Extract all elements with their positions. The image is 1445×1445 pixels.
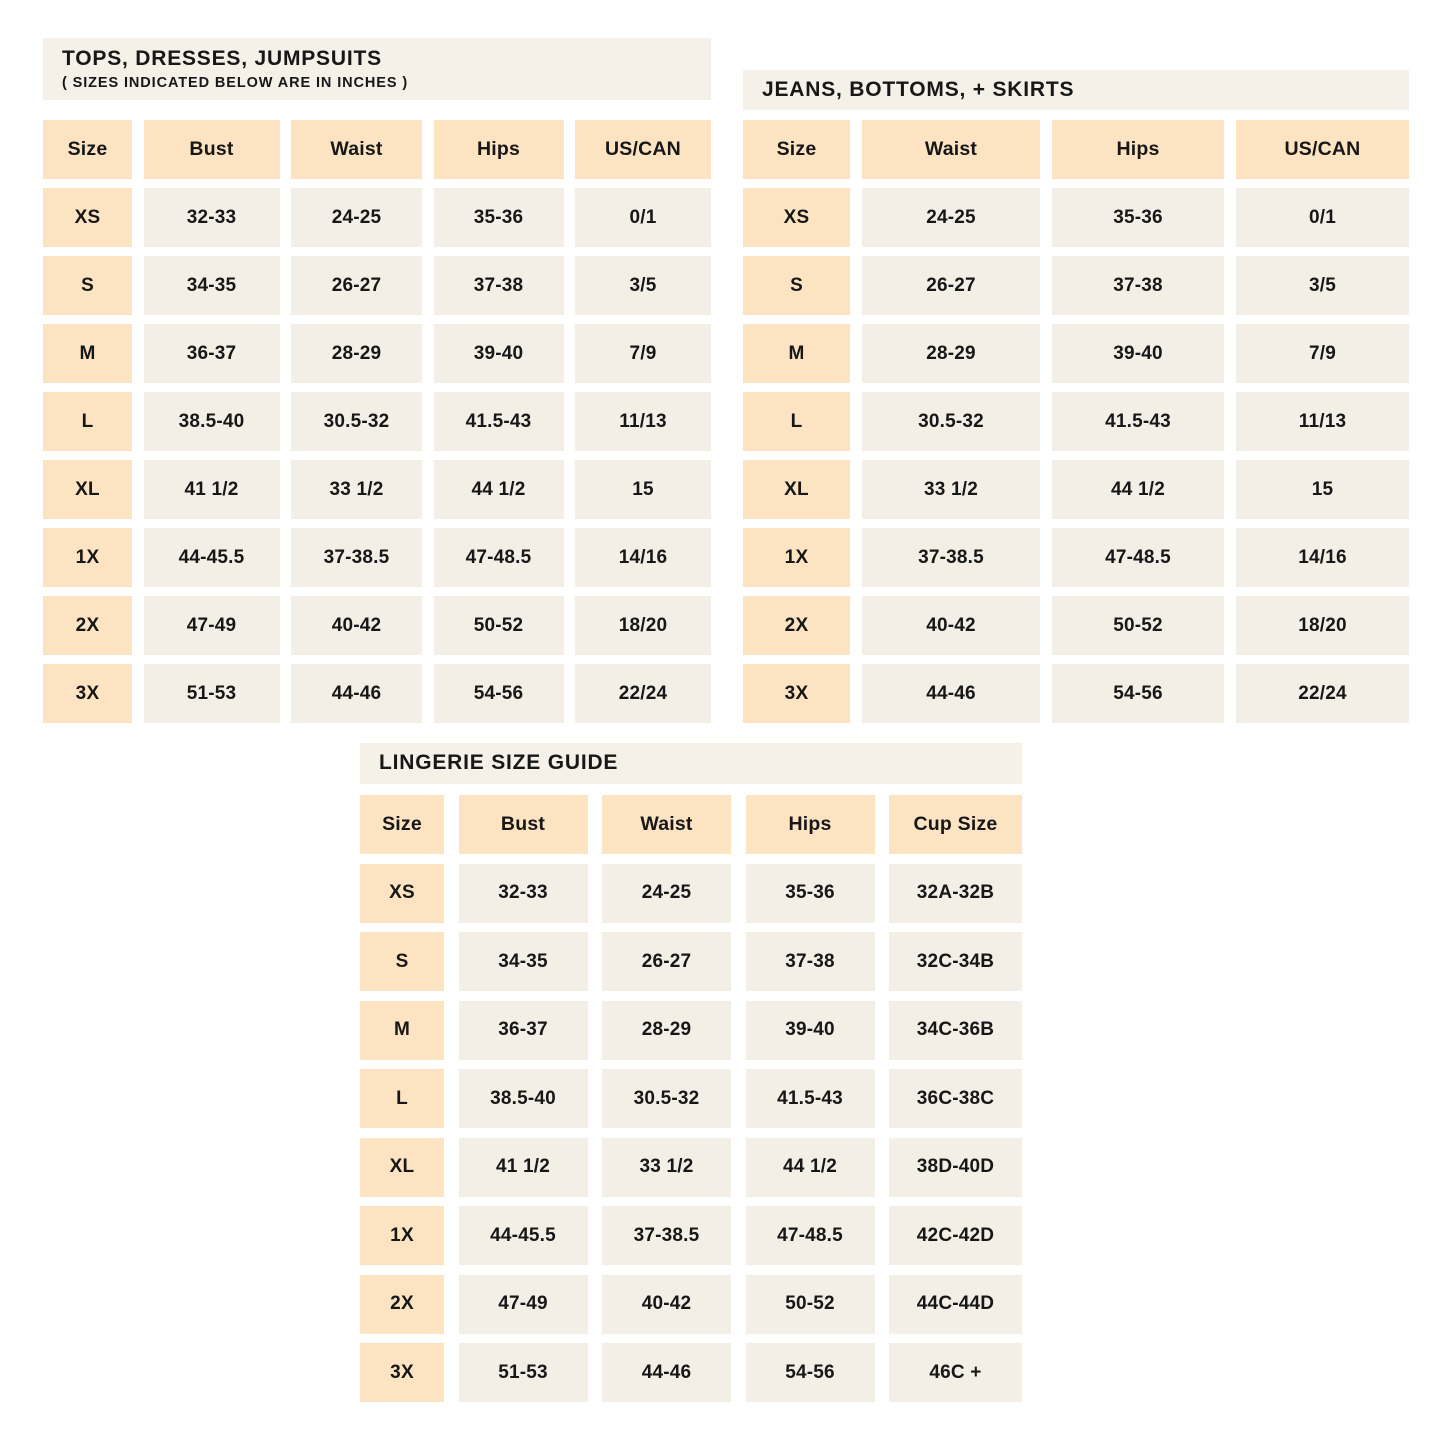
value-cell: 28-29 <box>291 324 422 383</box>
value-cell: 41 1/2 <box>459 1138 588 1197</box>
value-cell: 41.5-43 <box>746 1069 875 1128</box>
column-header-size: Size <box>743 120 850 179</box>
value-cell: 54-56 <box>746 1343 875 1402</box>
value-cell: 22/24 <box>575 664 711 723</box>
value-cell: 44 1/2 <box>746 1138 875 1197</box>
size-cell: 1X <box>743 528 850 587</box>
lingerie-size-table <box>360 743 1022 1402</box>
size-cell: 2X <box>743 596 850 655</box>
value-cell: 37-38 <box>746 932 875 991</box>
value-cell: 37-38 <box>1052 256 1224 315</box>
value-cell: 38.5-40 <box>144 392 280 451</box>
size-cell: 1X <box>43 528 132 587</box>
value-cell: 47-49 <box>144 596 280 655</box>
lingerie-table-grid <box>360 795 1022 1402</box>
size-cell: S <box>43 256 132 315</box>
value-cell: 40-42 <box>291 596 422 655</box>
value-cell: 3/5 <box>575 256 711 315</box>
value-cell: 3/5 <box>1236 256 1409 315</box>
value-cell: 15 <box>575 460 711 519</box>
value-cell: 34-35 <box>459 932 588 991</box>
value-cell: 28-29 <box>862 324 1040 383</box>
value-cell: 40-42 <box>862 596 1040 655</box>
size-cell: S <box>743 256 850 315</box>
lingerie-table-title: LINGERIE SIZE GUIDE <box>379 751 619 775</box>
value-cell: 24-25 <box>862 188 1040 247</box>
value-cell: 47-48.5 <box>746 1206 875 1265</box>
size-cell: XL <box>360 1138 444 1197</box>
value-cell: 18/20 <box>1236 596 1409 655</box>
value-cell: 11/13 <box>1236 392 1409 451</box>
value-cell: 50-52 <box>746 1275 875 1334</box>
value-cell: 7/9 <box>1236 324 1409 383</box>
value-cell: 54-56 <box>1052 664 1224 723</box>
value-cell: 35-36 <box>746 864 875 923</box>
value-cell: 35-36 <box>434 188 564 247</box>
column-header-cupsize: Cup Size <box>889 795 1022 854</box>
value-cell: 34-35 <box>144 256 280 315</box>
column-header-bust: Bust <box>144 120 280 179</box>
value-cell: 38D-40D <box>889 1138 1022 1197</box>
value-cell: 33 1/2 <box>862 460 1040 519</box>
value-cell: 44-46 <box>862 664 1040 723</box>
value-cell: 15 <box>1236 460 1409 519</box>
jeans-table-title: JEANS, BOTTOMS, + SKIRTS <box>762 77 1075 101</box>
size-cell: 2X <box>43 596 132 655</box>
tops-size-table <box>43 38 711 723</box>
value-cell: 44-45.5 <box>144 528 280 587</box>
value-cell: 41.5-43 <box>434 392 564 451</box>
value-cell: 54-56 <box>434 664 564 723</box>
value-cell: 37-38.5 <box>291 528 422 587</box>
value-cell: 30.5-32 <box>862 392 1040 451</box>
value-cell: 33 1/2 <box>291 460 422 519</box>
value-cell: 51-53 <box>144 664 280 723</box>
column-header-size: Size <box>360 795 444 854</box>
lingerie-table-title-bar <box>360 743 1022 784</box>
size-cell: M <box>43 324 132 383</box>
value-cell: 37-38 <box>434 256 564 315</box>
column-header-hips: Hips <box>746 795 875 854</box>
size-cell: L <box>743 392 850 451</box>
size-cell: L <box>43 392 132 451</box>
value-cell: 30.5-32 <box>602 1069 731 1128</box>
column-header-waist: Waist <box>602 795 731 854</box>
tops-table-subtitle: ( SIZES INDICATED BELOW ARE IN INCHES ) <box>62 74 409 91</box>
value-cell: 47-48.5 <box>1052 528 1224 587</box>
value-cell: 47-48.5 <box>434 528 564 587</box>
value-cell: 39-40 <box>746 1001 875 1060</box>
value-cell: 39-40 <box>1052 324 1224 383</box>
size-cell: 1X <box>360 1206 444 1265</box>
value-cell: 36-37 <box>459 1001 588 1060</box>
value-cell: 44-46 <box>602 1343 731 1402</box>
value-cell: 50-52 <box>1052 596 1224 655</box>
size-cell: M <box>743 324 850 383</box>
value-cell: 44-45.5 <box>459 1206 588 1265</box>
jeans-table-grid <box>743 120 1409 723</box>
size-cell: XL <box>743 460 850 519</box>
value-cell: 44-46 <box>291 664 422 723</box>
value-cell: 28-29 <box>602 1001 731 1060</box>
column-header-uscan: US/CAN <box>575 120 711 179</box>
value-cell: 32A-32B <box>889 864 1022 923</box>
size-cell: 3X <box>43 664 132 723</box>
value-cell: 35-36 <box>1052 188 1224 247</box>
value-cell: 0/1 <box>1236 188 1409 247</box>
column-header-hips: Hips <box>1052 120 1224 179</box>
value-cell: 11/13 <box>575 392 711 451</box>
value-cell: 32C-34B <box>889 932 1022 991</box>
value-cell: 0/1 <box>575 188 711 247</box>
size-cell: 3X <box>743 664 850 723</box>
value-cell: 26-27 <box>862 256 1040 315</box>
size-cell: M <box>360 1001 444 1060</box>
value-cell: 33 1/2 <box>602 1138 731 1197</box>
value-cell: 24-25 <box>291 188 422 247</box>
value-cell: 37-38.5 <box>602 1206 731 1265</box>
value-cell: 26-27 <box>602 932 731 991</box>
value-cell: 37-38.5 <box>862 528 1040 587</box>
value-cell: 40-42 <box>602 1275 731 1334</box>
value-cell: 14/16 <box>575 528 711 587</box>
size-cell: L <box>360 1069 444 1128</box>
column-header-hips: Hips <box>434 120 564 179</box>
size-cell: S <box>360 932 444 991</box>
column-header-waist: Waist <box>291 120 422 179</box>
value-cell: 36-37 <box>144 324 280 383</box>
size-cell: XS <box>43 188 132 247</box>
value-cell: 44 1/2 <box>434 460 564 519</box>
size-cell: 3X <box>360 1343 444 1402</box>
value-cell: 22/24 <box>1236 664 1409 723</box>
value-cell: 41 1/2 <box>144 460 280 519</box>
size-cell: XL <box>43 460 132 519</box>
tops-table-title: TOPS, DRESSES, JUMPSUITS <box>62 47 382 71</box>
value-cell: 18/20 <box>575 596 711 655</box>
value-cell: 46C + <box>889 1343 1022 1402</box>
value-cell: 38.5-40 <box>459 1069 588 1128</box>
value-cell: 14/16 <box>1236 528 1409 587</box>
size-cell: XS <box>743 188 850 247</box>
value-cell: 42C-42D <box>889 1206 1022 1265</box>
tops-table-grid <box>43 120 711 723</box>
column-header-bust: Bust <box>459 795 588 854</box>
value-cell: 32-33 <box>459 864 588 923</box>
column-header-waist: Waist <box>862 120 1040 179</box>
size-cell: XS <box>360 864 444 923</box>
value-cell: 24-25 <box>602 864 731 923</box>
size-cell: 2X <box>360 1275 444 1334</box>
value-cell: 26-27 <box>291 256 422 315</box>
value-cell: 34C-36B <box>889 1001 1022 1060</box>
value-cell: 47-49 <box>459 1275 588 1334</box>
column-header-size: Size <box>43 120 132 179</box>
value-cell: 44C-44D <box>889 1275 1022 1334</box>
value-cell: 51-53 <box>459 1343 588 1402</box>
jeans-table-title-bar <box>743 70 1409 110</box>
value-cell: 30.5-32 <box>291 392 422 451</box>
value-cell: 39-40 <box>434 324 564 383</box>
column-header-uscan: US/CAN <box>1236 120 1409 179</box>
value-cell: 44 1/2 <box>1052 460 1224 519</box>
tops-table-title-bar <box>43 38 711 100</box>
value-cell: 7/9 <box>575 324 711 383</box>
jeans-size-table <box>743 70 1409 723</box>
value-cell: 41.5-43 <box>1052 392 1224 451</box>
value-cell: 50-52 <box>434 596 564 655</box>
value-cell: 32-33 <box>144 188 280 247</box>
value-cell: 36C-38C <box>889 1069 1022 1128</box>
